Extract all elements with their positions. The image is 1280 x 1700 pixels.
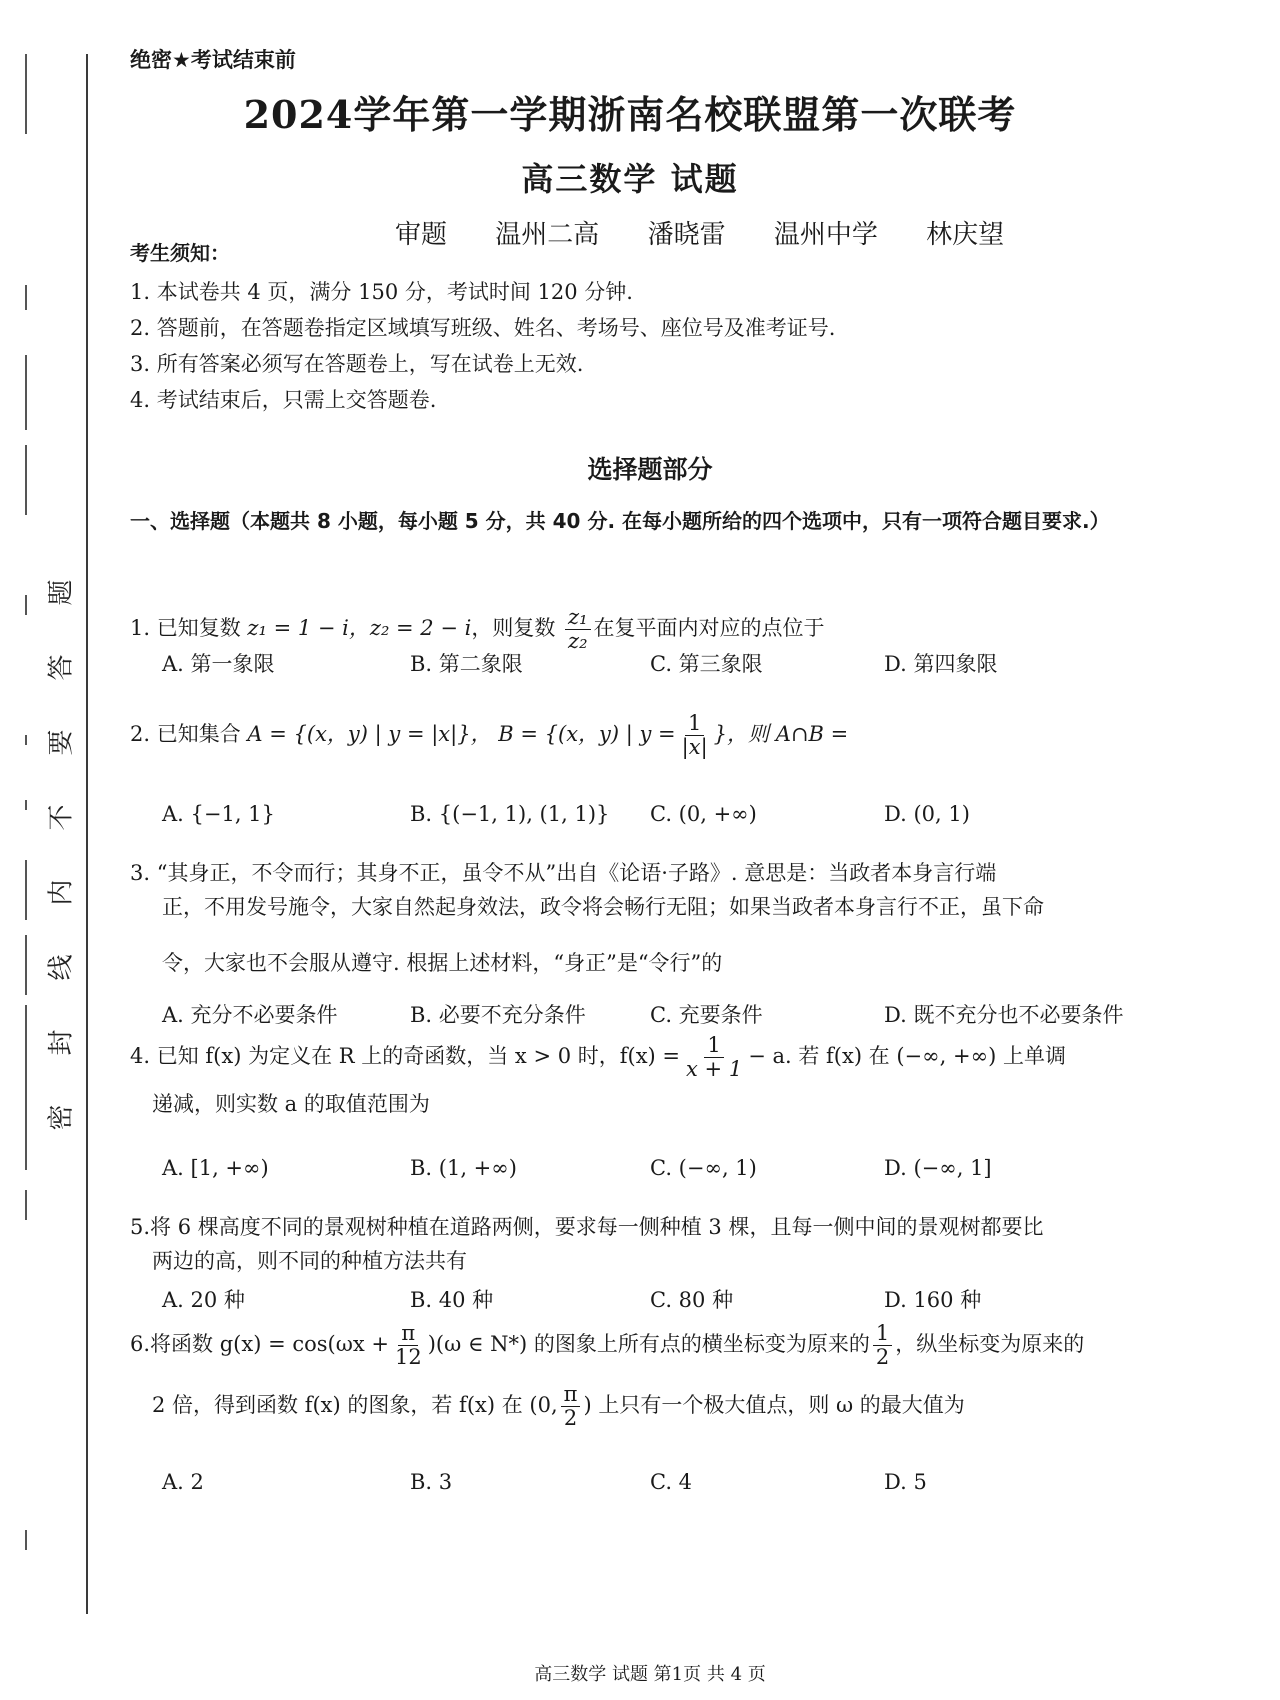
option-d[interactable]: D. (0, 1) xyxy=(884,802,970,826)
denominator: 12 xyxy=(394,1345,422,1370)
cut-line-segment xyxy=(25,445,27,515)
question-6 xyxy=(130,1322,1250,1430)
question-number: 3. xyxy=(130,861,151,885)
option-b[interactable]: B. 3 xyxy=(410,1470,453,1494)
question-4 xyxy=(130,1034,1250,1121)
question-text: − a. 若 f(x) 在 (−∞, +∞) 上单调 xyxy=(748,1044,1066,1069)
question-1 xyxy=(130,606,1250,653)
fraction xyxy=(873,1322,892,1369)
question-text: 已知集合 xyxy=(156,722,248,747)
section-title: 选择题部分 xyxy=(587,455,713,484)
option-c[interactable]: C. (−∞, 1) xyxy=(650,1156,757,1180)
question-text: 已知复数 xyxy=(156,616,248,641)
notice-item: 1. 本试卷共 4 页，满分 150 分，考试时间 120 分钟. xyxy=(130,280,633,304)
question-text: ，纵坐标变为原来的 xyxy=(895,1332,1085,1357)
notice-item: 2. 答题前，在答题卷指定区域填写班级、姓名、考场号、座位号及准考证号. xyxy=(130,316,836,340)
question-line xyxy=(130,1034,1250,1081)
seal-char: 不 xyxy=(46,804,77,831)
option-a[interactable]: A. 充分不必要条件 xyxy=(162,1003,338,1027)
cut-line-segment xyxy=(25,54,27,134)
option-a[interactable]: A. 20 种 xyxy=(162,1288,245,1312)
option-b[interactable]: B. 必要不充分条件 xyxy=(410,1003,586,1027)
option-a[interactable]: A. 第一象限 xyxy=(162,652,275,676)
question-line xyxy=(130,1210,1250,1244)
question-text: 已知 f(x) 为定义在 R 上的奇函数，当 x > 0 时，f(x) = xyxy=(156,1044,681,1069)
seal-char: 线 xyxy=(46,954,77,981)
math-expression: B = {(x，y) | y = xyxy=(498,722,676,747)
denominator: |x| xyxy=(681,735,708,760)
question-text: )(ω ∈ N*) 的图象上所有点的横坐标变为原来的 xyxy=(427,1332,870,1357)
reviewer-line xyxy=(395,214,1030,251)
seal-char: 要 xyxy=(46,729,77,756)
option-c[interactable]: C. 充要条件 xyxy=(650,1003,763,1027)
numerator: 1 xyxy=(873,1322,892,1346)
reviewer-school: 温州二高 xyxy=(495,220,600,250)
seal-notice xyxy=(44,555,77,1155)
binding-margin xyxy=(0,0,92,1700)
denominator: x + 1 xyxy=(686,1057,743,1082)
question-text: 在复平面内对应的点位于 xyxy=(593,616,825,641)
seal-char: 答 xyxy=(46,654,77,681)
exam-title: 2024学年第一学期浙南名校联盟第一次联考 xyxy=(243,92,1017,137)
option-a[interactable]: A. [1, +∞) xyxy=(162,1156,269,1180)
question-line xyxy=(130,1383,1250,1430)
binding-line xyxy=(86,54,88,1614)
denominator: z₂ xyxy=(568,629,588,654)
question-text: ，则复数 xyxy=(471,616,556,641)
notice-list xyxy=(130,274,835,418)
option-a[interactable]: A. {−1, 1} xyxy=(162,802,275,826)
question-number: 6. xyxy=(130,1332,151,1357)
question-text: 令，大家也不会服从遵守. 根据上述材料，“身正”是“令行”的 xyxy=(162,951,723,975)
option-d[interactable]: D. 既不充分也不必要条件 xyxy=(884,1003,1124,1027)
math-expression: z₁ = 1 − i，z₂ = 2 − i xyxy=(247,616,472,641)
question-text: ) 上只有一个极大值点，则 ω 的最大值为 xyxy=(583,1393,965,1418)
option-b[interactable]: B. 第二象限 xyxy=(410,652,523,676)
fraction xyxy=(679,712,711,759)
option-d[interactable]: D. 5 xyxy=(884,1470,927,1494)
question-text: 两边的高，则不同的种植方法共有 xyxy=(152,1249,467,1273)
math-expression: 将函数 g(x) = cos(ωx + xyxy=(150,1332,389,1357)
fraction xyxy=(392,1322,425,1369)
question-number: 4. xyxy=(130,1044,151,1069)
numerator: z₁ xyxy=(565,606,590,630)
reviewer-label: 审题 xyxy=(395,220,448,250)
option-c[interactable]: C. 80 种 xyxy=(650,1288,734,1312)
question-number: 1. xyxy=(130,616,151,641)
seal-char: 密 xyxy=(46,1104,77,1131)
seal-char: 题 xyxy=(46,579,77,606)
question-text: 将 6 棵高度不同的景观树种植在道路两侧，要求每一侧种植 3 棵，且每一侧中间的景观树都要比 xyxy=(150,1215,1044,1239)
numerator: π xyxy=(398,1322,418,1346)
notice-item: 3. 所有答案必须写在答题卷上，写在试卷上无效. xyxy=(130,352,584,376)
exam-subtitle: 高三数学 试题 xyxy=(521,160,739,198)
notice-heading: 考生须知： xyxy=(130,241,230,265)
fraction xyxy=(561,1383,581,1430)
option-b[interactable]: B. 40 种 xyxy=(410,1288,494,1312)
question-3 xyxy=(130,856,1250,980)
question-text: 正，不用发号施令，大家自然起身效法，政令将会畅行无阻；如果当政者本身言行不正，虽下命 xyxy=(162,895,1044,919)
confidential-label: 绝密★考试结束前 xyxy=(130,48,296,72)
option-a[interactable]: A. 2 xyxy=(162,1470,204,1494)
numerator: 1 xyxy=(704,1034,723,1058)
question-5 xyxy=(130,1210,1250,1278)
math-expression: }，则 A∩B = xyxy=(713,722,849,747)
page-footer: 高三数学 试题 第1页 共 4 页 xyxy=(534,1664,766,1685)
denominator: 2 xyxy=(875,1345,890,1370)
part-heading: 一、选择题（本题共 8 小题，每小题 5 分，共 40 分. 在每小题所给的四个选项中，只有一项符合题目要求.） xyxy=(130,509,1110,533)
question-text: 递减，则实数 a 的取值范围为 xyxy=(152,1092,430,1117)
fraction xyxy=(683,1034,745,1081)
reviewer-name: 林庆望 xyxy=(926,220,1005,250)
numerator: π xyxy=(561,1383,581,1407)
option-c[interactable]: C. 4 xyxy=(650,1470,693,1494)
option-c[interactable]: C. (0, +∞) xyxy=(650,802,757,826)
fraction xyxy=(565,606,590,653)
cut-line-segment xyxy=(25,1530,27,1550)
seal-char: 封 xyxy=(46,1029,77,1056)
cut-line-segment xyxy=(25,355,27,430)
option-b[interactable]: B. (1, +∞) xyxy=(410,1156,517,1180)
denominator: 2 xyxy=(563,1406,578,1431)
cut-line-segment xyxy=(25,285,27,310)
question-line xyxy=(130,856,1250,890)
cut-line-segment xyxy=(25,1190,27,1220)
question-number: 2. xyxy=(130,722,151,747)
notice-item: 4. 考试结束后，只需上交答题卷. xyxy=(130,388,437,412)
question-line xyxy=(130,1322,1250,1369)
option-d[interactable]: D. 第四象限 xyxy=(884,652,998,676)
numerator: 1 xyxy=(685,712,704,736)
option-d[interactable]: D. 160 种 xyxy=(884,1288,982,1312)
reviewer-school: 温州中学 xyxy=(773,220,878,250)
seal-char: 内 xyxy=(46,879,77,906)
question-2 xyxy=(130,712,1250,759)
question-number: 5. xyxy=(130,1215,151,1239)
reviewer-name: 潘晓雷 xyxy=(647,220,726,250)
question-text: 2 倍，得到函数 f(x) 的图象，若 f(x) 在 (0, xyxy=(152,1393,558,1418)
math-expression: A = {(x，y) | y = |x|}， xyxy=(247,722,492,747)
option-c[interactable]: C. 第三象限 xyxy=(650,652,763,676)
question-text: “其身正，不令而行；其身不正，虽令不从”出自《论语·子路》. 意思是：当政者本身言行端 xyxy=(156,861,997,885)
option-d[interactable]: D. (−∞, 1] xyxy=(884,1156,992,1180)
option-b[interactable]: B. {(−1, 1), (1, 1)} xyxy=(410,802,610,826)
